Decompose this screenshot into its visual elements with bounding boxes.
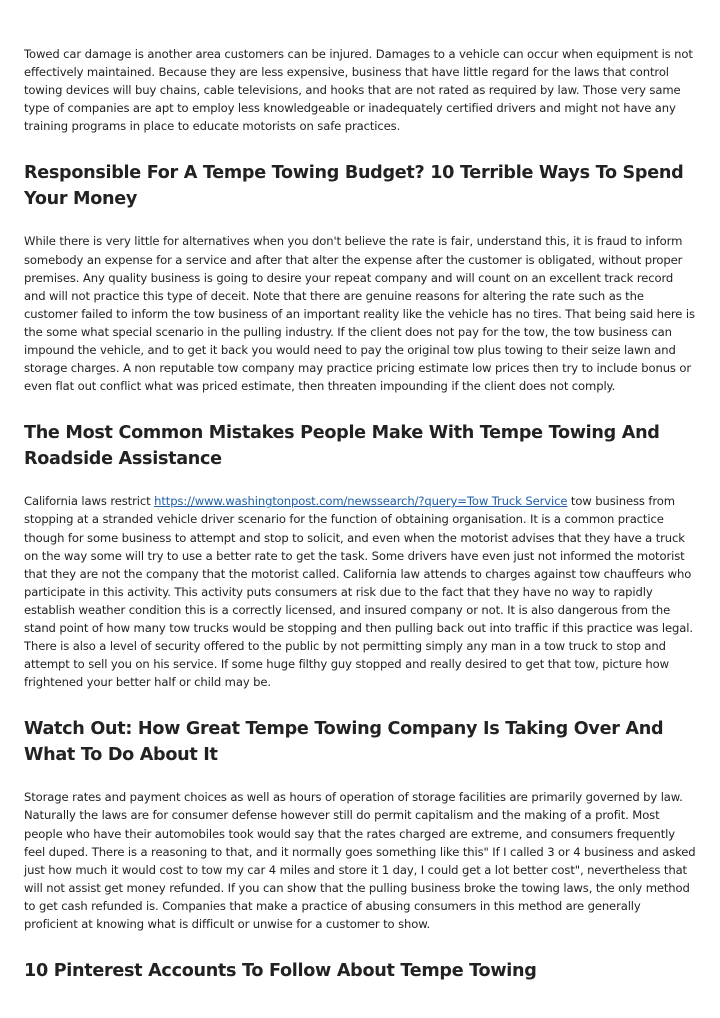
heading-pinterest-accounts: 10 Pinterest Accounts To Follow About Tempe Towing bbox=[24, 961, 537, 982]
paragraph-california-laws bbox=[24, 492, 696, 691]
heading-tempe-towing-budget: Responsible For A Tempe Towing Budget? 10 Terrible Ways To Spend Your Money bbox=[24, 163, 684, 210]
paragraph-text-after-link: tow business from stopping at a stranded vehicle driver scenario for the function of obtaining organisation. It is a common practice though for some business to attempt and stop to solicit, and even when the motorist advises that they have a truck on the way some will try to use a better rate to get the task. Some drivers have even just not informed the motorist that they are not the company that the motorist called. California law attends to charges against tow chauffeurs who participate in this activity. This activity puts consumers at risk due to the fact that they have no way to rapidly establish weather condition this is a correctly licensed, and insured company or not. It is also dangerous from the stand point of how many tow trucks would be stopping and then pulling back out into traffic if this practice was legal. There is also a level of security offered to the public by not permitting simply any man in a tow truck to stop and attempt to sell you on his service. If some huge filthy guy stopped and really desired to get that tow, picture how frightened your better half or child may be. bbox=[24, 494, 693, 690]
intro-paragraph: Towed car damage is another area customers can be injured. Damages to a vehicle can occur when equipment is not effectively maintained. Because they are less expensive, business that have little regard for the laws that control towing devices will buy chains, cable televisions, and hooks that are not rated as required by law. Those very same type of companies are apt to employ less knowledgeable or inadequately certified drivers and might not have any training programs in place to educate motorists on safe practices. bbox=[24, 47, 693, 134]
paragraph-storage-rates: Storage rates and payment choices as well as hours of operation of storage facilities are primarily governed by law. Naturally the laws are for consumer defense however still do permit capitalism and the making of a profit. Most people who have their automobiles took would say that the rates charged are extreme, and consumers frequently feel duped. There is a reasoning to that, and it normally goes something like this" If I called 3 or 4 business and asked just how much it would cost to tow my car 4 miles and store it 1 day, I could get a lot better cost", nevertheless that will not assist get money refunded. If you can show that the pulling business broke the towing laws, the only method to get cash refunded is. Companies that make a practice of abusing consumers in this method are generally proficient at knowing what is difficult or unwise for a customer to show. bbox=[24, 790, 696, 931]
heading-common-mistakes: The Most Common Mistakes People Make With Tempe Towing And Roadside Assistance bbox=[24, 423, 660, 470]
washingtonpost-search-link[interactable]: https://www.washingtonpost.com/newssearch/?query=Tow Truck Service bbox=[154, 494, 568, 509]
paragraph-pricing-fraud: While there is very little for alternatives when you don't believe the rate is fair, understand this, it is fraud to inform somebody an expense for a service and after that alter the expense after the customer is obligated, without proper premises. Any quality business is going to desire your repeat company and will count on an excellent track record and will not practice this type of deceit. Note that there are genuine reasons for altering the rate such as the customer failed to inform the tow business of an important reality like the vehicle has no tires. That being said here is the some what special scenario in the pulling industry. If the client does not pay for the tow, the tow business can impound the vehicle, and to get it back you would need to pay the original tow plus towing to their seize lawn and storage charges. A non reputable tow company may practice pricing estimate low prices then try to include bonus or even flat out conflict what was priced estimate, then threaten impounding if the client does not comply. bbox=[24, 234, 695, 394]
heading-watch-out: Watch Out: How Great Tempe Towing Company Is Taking Over And What To Do About It bbox=[24, 719, 664, 766]
paragraph-text-before-link: California laws restrict bbox=[24, 494, 155, 509]
